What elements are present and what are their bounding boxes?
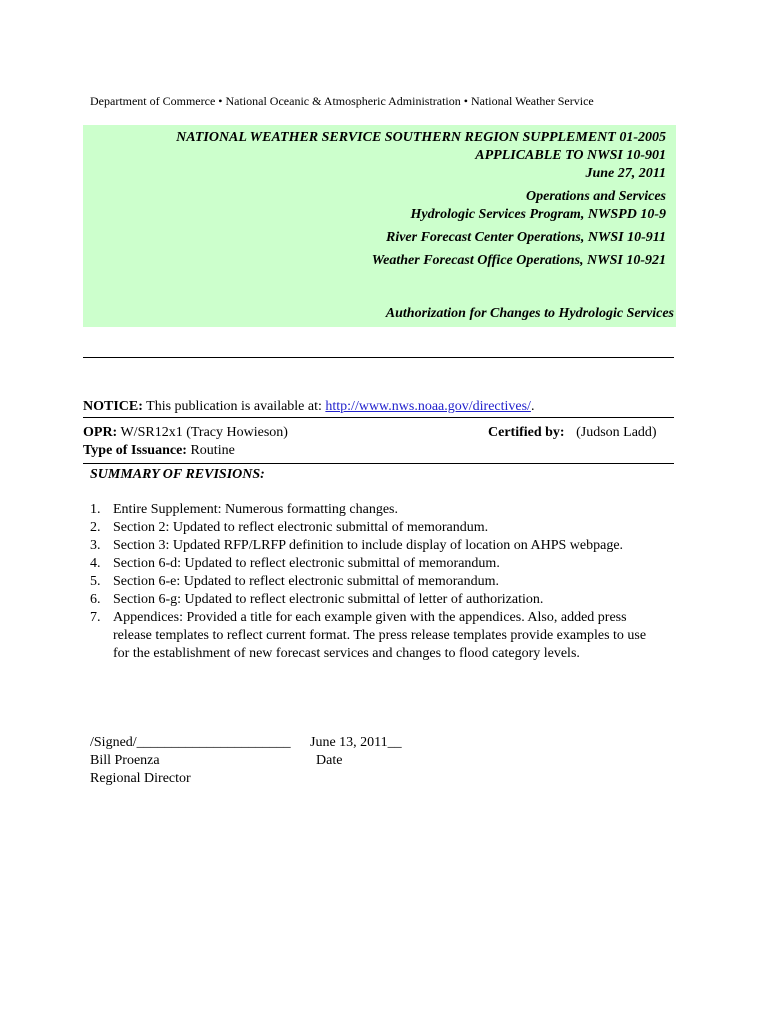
list-item bbox=[90, 609, 650, 663]
subject-line: Authorization for Changes to Hydrologic Services bbox=[385, 306, 674, 321]
opr-label: OPR: bbox=[83, 425, 118, 440]
item-text: Section 6-d: Updated to reflect electronic submittal of memorandum. bbox=[113, 556, 500, 571]
item-number: 5. bbox=[90, 574, 101, 589]
revisions-list bbox=[90, 501, 650, 663]
list-item bbox=[90, 573, 650, 591]
agency-line: Department of Commerce • National Oceanic & Atmospheric Administration • National Weather Service bbox=[90, 94, 594, 108]
item-text: Section 2: Updated to reflect electronic submittal of memorandum. bbox=[113, 520, 489, 535]
opr-value: W/SR12x1 (Tracy Howieson) bbox=[120, 425, 288, 440]
list-item bbox=[90, 501, 650, 519]
item-number: 2. bbox=[90, 520, 101, 535]
divider-summary bbox=[83, 463, 674, 464]
certified-line bbox=[488, 424, 657, 442]
wfo-line: Weather Forecast Office Operations, NWSI 10-921 bbox=[371, 253, 666, 268]
list-item bbox=[90, 591, 650, 609]
issue-date: June 27, 2011 bbox=[585, 166, 666, 181]
date-label: Date bbox=[316, 753, 343, 768]
divider-top bbox=[83, 357, 674, 358]
item-text: Section 6-g: Updated to reflect electronic submittal of letter of authorization. bbox=[113, 592, 544, 607]
notice-label: NOTICE: bbox=[83, 399, 143, 414]
item-text: Appendices: Provided a title for each example given with the appendices. Also, added press release templates to reflect current format. The press release templates provide examples to use for the establishment of new forecast services and changes to flood category levels. bbox=[113, 610, 647, 661]
issuance-label: Type of Issuance: bbox=[83, 443, 187, 458]
signed-line: /Signed/______________________ bbox=[90, 735, 291, 750]
issuance-value: Routine bbox=[190, 443, 235, 458]
item-number: 4. bbox=[90, 556, 101, 571]
signer-title: Regional Director bbox=[90, 771, 191, 786]
item-number: 7. bbox=[90, 610, 101, 625]
opr-line bbox=[83, 424, 288, 442]
signer-name: Bill Proenza bbox=[90, 753, 160, 768]
item-number: 6. bbox=[90, 592, 101, 607]
item-text: Section 3: Updated RFP/LRFP definition to include display of location on AHPS webpage. bbox=[113, 538, 624, 553]
signature-date: June 13, 2011__ bbox=[310, 735, 402, 750]
item-number: 3. bbox=[90, 538, 101, 553]
list-item bbox=[90, 519, 650, 537]
list-item bbox=[90, 537, 650, 555]
supplement-title: NATIONAL WEATHER SERVICE SOUTHERN REGION SUPPLEMENT 01-2005 bbox=[176, 130, 666, 145]
item-text: Section 6-e: Updated to reflect electronic submittal of memorandum. bbox=[113, 574, 500, 589]
notice-text: This publication is available at: bbox=[146, 399, 322, 414]
rfc-line: River Forecast Center Operations, NWSI 10-911 bbox=[385, 230, 666, 245]
title-block bbox=[83, 125, 676, 327]
notice-trailing: . bbox=[530, 399, 535, 414]
certified-value: (Judson Ladd) bbox=[576, 425, 657, 440]
item-text: Entire Supplement: Numerous formatting changes. bbox=[113, 502, 398, 517]
list-item bbox=[90, 555, 650, 573]
certified-label: Certified by: bbox=[488, 425, 565, 440]
category-line: Operations and Services bbox=[526, 189, 666, 204]
summary-heading: SUMMARY OF REVISIONS: bbox=[90, 467, 265, 482]
notice-line bbox=[83, 398, 534, 416]
item-number: 1. bbox=[90, 502, 101, 517]
directives-link[interactable]: http://www.nws.noaa.gov/directives/ bbox=[325, 399, 531, 414]
issuance-line bbox=[83, 442, 235, 460]
divider-notice bbox=[83, 417, 674, 418]
applicable-line: APPLICABLE TO NWSI 10-901 bbox=[475, 148, 666, 163]
program-line: Hydrologic Services Program, NWSPD 10-9 bbox=[410, 207, 666, 222]
